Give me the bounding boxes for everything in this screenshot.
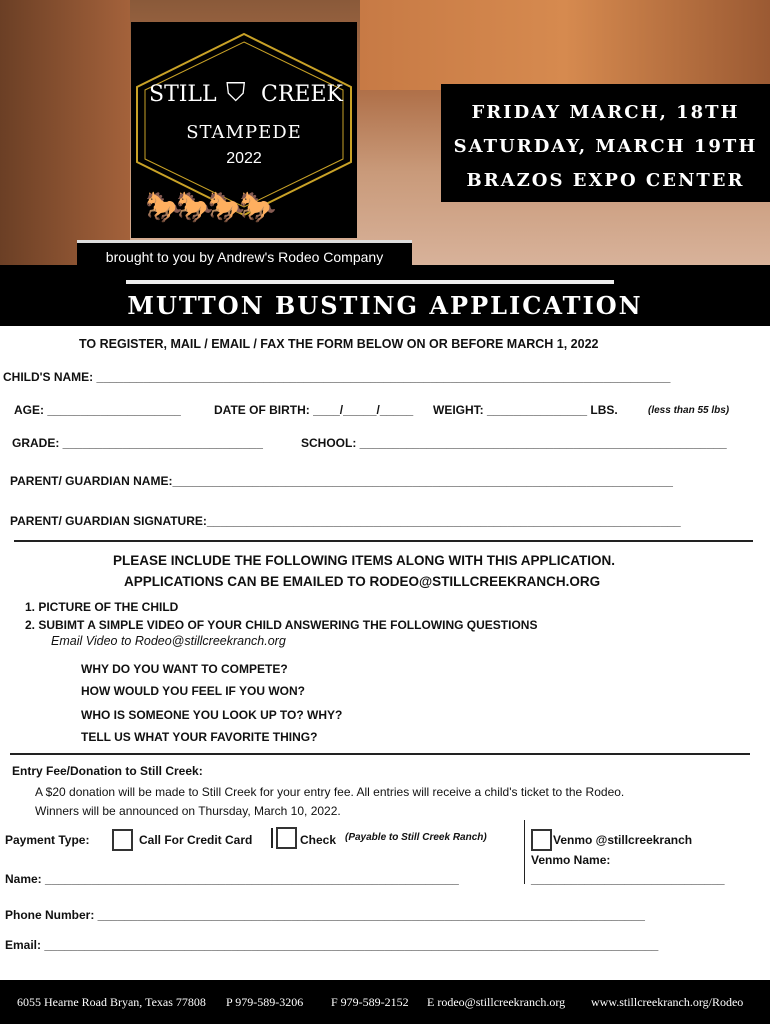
logo-text: STILL (149, 82, 217, 107)
divider (14, 540, 753, 542)
footer (0, 980, 770, 1024)
list-item: 1. PICTURE OF THE CHILD (25, 600, 179, 614)
phone-field[interactable]: Phone Number: __________________________________________________________________________________ (5, 908, 645, 922)
childs-name-field[interactable]: CHILD'S NAME: ______________________________________________________________________________________ (3, 370, 671, 384)
title-band (0, 265, 770, 326)
email-field[interactable]: Email: ____________________________________________________________________________________________ (5, 938, 659, 952)
venue-line: BRAZOS EXPO CENTER (466, 170, 745, 191)
venmo-checkbox[interactable] (531, 829, 552, 851)
question: WHY DO YOU WANT TO COMPETE? (81, 662, 288, 676)
venmo-name-label: Venmo Name: (531, 853, 611, 867)
fee-heading: Entry Fee/Donation to Still Creek: (12, 764, 203, 778)
grade-field[interactable]: GRADE: ______________________________ (12, 436, 263, 450)
question: TELL US WHAT YOUR FAVORITE THING? (81, 730, 318, 744)
payment-type-label: Payment Type: (5, 833, 90, 847)
venmo-name-field[interactable]: _____________________________ (531, 872, 725, 886)
check-checkbox[interactable] (276, 827, 297, 849)
check-label: Check (300, 833, 337, 847)
credit-card-checkbox[interactable] (112, 829, 133, 851)
venmo-label: Venmo @stillcreekranch (553, 833, 693, 847)
fee-text: Winners will be announced on Thursday, March 10, 2022. (35, 804, 341, 818)
instructions: TO REGISTER, MAIL / EMAIL / FAX THE FORM BELOW ON OR BEFORE MARCH 1, 2022 (79, 337, 599, 351)
logo-year: 2022 (226, 150, 262, 167)
page-title: MUTTON BUSTING APPLICATION (127, 291, 643, 320)
footer-email[interactable]: E rodeo@stillcreekranch.org (427, 995, 566, 1009)
credit-card-label: Call For Credit Card (139, 833, 253, 847)
parent-name-field[interactable]: PARENT/ GUARDIAN NAME:___________________________________________________________________________ (10, 474, 673, 488)
divider (271, 828, 273, 848)
items-heading: APPLICATIONS CAN BE EMAILED TO RODEO@STILLCREEKRANCH.ORG (124, 574, 601, 589)
weight-note: (less than 55 lbs) (648, 405, 730, 416)
byline: brought to you by Andrew's Rodeo Company (77, 240, 412, 270)
date-line: SATURDAY, MARCH 19TH (453, 136, 758, 157)
still-creek-logo (131, 22, 357, 238)
fee-text: A $20 donation will be made to Still Creek for your entry fee. All entries will receive a child's ticket to the Rodeo. (35, 785, 625, 799)
payer-name-field[interactable]: Name: ______________________________________________________________ (5, 872, 459, 886)
tree-shield-icon: ⛉ (226, 77, 246, 107)
check-note: (Payable to Still Creek Ranch) (345, 832, 487, 843)
question: WHO IS SOMEONE YOU LOOK UP TO? WHY? (81, 708, 343, 722)
logo-subtitle: STAMPEDE (186, 122, 302, 143)
footer-fax: F 979-589-2152 (331, 995, 409, 1009)
date-line: FRIDAY MARCH, 18TH (471, 102, 740, 123)
items-heading: PLEASE INCLUDE THE FOLLOWING ITEMS ALONG WITH THIS APPLICATION. (113, 553, 615, 568)
list-item: 2. SUBIMT A SIMPLE VIDEO OF YOUR CHILD ANSWERING THE FOLLOWING QUESTIONS (25, 618, 538, 632)
footer-website[interactable]: www.stillcreekranch.org/Rodeo (591, 995, 744, 1009)
weight-field[interactable]: WEIGHT: _______________ LBS. (433, 403, 618, 417)
age-field[interactable]: AGE: ____________________ (14, 403, 181, 417)
divider (524, 820, 525, 884)
horses-icon: 🐎🐎🐎🐎 (145, 191, 271, 224)
footer-phone: P 979-589-3206 (226, 995, 304, 1009)
event-dates (441, 84, 770, 202)
footer-address: 6055 Hearne Road Bryan, Texas 77808 (17, 995, 206, 1009)
email-note: Email Video to Rodeo@stillcreekranch.org (51, 634, 286, 648)
divider (10, 753, 750, 755)
logo-text: CREEK (261, 82, 343, 107)
parent-signature-field[interactable]: PARENT/ GUARDIAN SIGNATURE:_______________________________________________________________________ (10, 514, 681, 528)
question: HOW WOULD YOU FEEL IF YOU WON? (81, 684, 305, 698)
dob-field[interactable]: DATE OF BIRTH: ____/_____/_____ (214, 403, 414, 417)
school-field[interactable]: SCHOOL: _______________________________________________________ (301, 436, 727, 450)
